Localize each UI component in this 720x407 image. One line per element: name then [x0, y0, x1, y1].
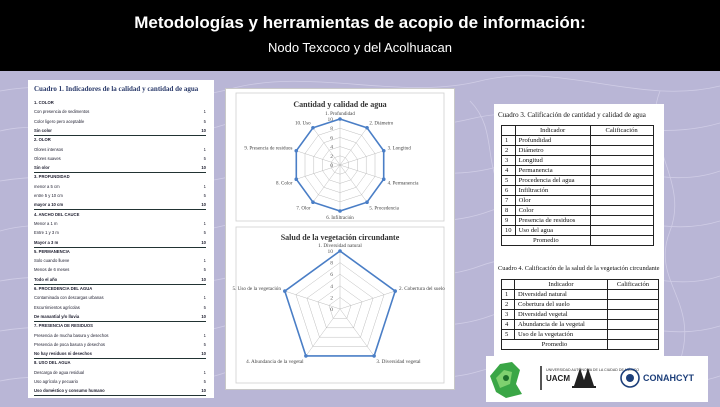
cuadro3-total-row	[502, 236, 654, 246]
radar1-spoke	[313, 128, 340, 165]
cuadro1-row	[34, 342, 206, 349]
cuadro3-row-indicator: Presencia de residuos	[515, 216, 590, 226]
cuadro4-row	[502, 310, 659, 320]
cuadro1-row-label: Mayor a 3 m	[34, 239, 59, 245]
cuadro3-row-indicator: Color	[515, 206, 590, 216]
cuadro4-table	[501, 279, 659, 350]
cuadro1-row	[34, 240, 206, 248]
cuadro1-row-label: Contaminada con descargas urbanas	[34, 295, 104, 301]
cuadro3-total-score[interactable]	[590, 236, 653, 246]
cuadro1-row	[34, 184, 206, 191]
cuadro1-row	[34, 202, 206, 210]
cuadro1-row-label: 1. COLOR	[34, 100, 54, 105]
radar1-spoke	[340, 165, 367, 202]
cuadro1-row	[34, 212, 206, 219]
cuadro1-row-label: 3. PROFUNDIDAD	[34, 174, 70, 180]
cuadro3-row-score[interactable]	[590, 196, 653, 206]
radar1-point	[365, 200, 369, 204]
cuadro4-row	[502, 330, 659, 340]
cuadro1-row-label: Entre 1 y 3 m	[34, 230, 59, 236]
cuadro3-row-indicator: Diámetro	[515, 146, 590, 156]
cuadro4-row	[502, 290, 659, 300]
cuadro1-title: Cuadro 1. Indicadores de la calidad y cantidad de agua	[34, 85, 199, 93]
cuadros-panel	[494, 104, 664, 362]
cuadro1-row-value: 5	[203, 193, 206, 198]
cuadro1-row	[34, 360, 206, 367]
cuadro1-row-label: Presencia de mucha basura y desechos	[34, 332, 109, 338]
cuadro1-row-label: Uso doméstico y consumo humano	[34, 388, 105, 394]
cuadro1-row-label: Color ligero pero aceptable	[34, 118, 85, 124]
cuadro1-row-label: Presencia de poca basura y desechos	[34, 341, 105, 347]
cuadro3-row	[502, 196, 654, 206]
cuadro1-row-label: Escurrimientos agrícolas	[34, 304, 80, 310]
cuadro1-row-label: 8. USO DEL AGUA	[34, 360, 71, 366]
radar2-tick-label: 4	[330, 283, 333, 290]
cuadro3-row-score[interactable]	[590, 156, 653, 166]
radar1-axis-label: 10. Uso	[295, 121, 311, 127]
cuadro3-row-indicator: Permanencia	[515, 166, 590, 176]
radar1-axis-label: 6. Infiltración	[326, 216, 354, 221]
cuadro1-row-value: 1	[203, 369, 206, 375]
cuadro1-row	[34, 174, 206, 181]
cuadro4-row-score[interactable]	[608, 320, 659, 330]
radar1-point	[382, 149, 386, 153]
cuadro4-row	[502, 320, 659, 330]
cuadro4-row-number: 3	[502, 310, 515, 320]
cuadro1-row-label: Solo cuando llueve	[34, 258, 70, 264]
cuadro4-row-score[interactable]	[608, 310, 659, 320]
cuadro1-row-label: Uso agrícola y pecuario	[34, 379, 78, 384]
cuadro1-row-value: 5	[203, 155, 206, 161]
cuadro1-row-value: 10	[201, 239, 206, 245]
radar1-tick-label: 10	[327, 117, 333, 123]
cuadro1-row	[34, 323, 206, 330]
cuadro1-row-label: 7. PRESENCIA DE RESIDUOS	[34, 323, 93, 329]
cuadro4-row-indicator: Abundancia de la vegetal	[515, 320, 608, 330]
cuadro1-row	[34, 314, 206, 322]
cuadro3-row	[502, 156, 654, 166]
radar2-tick-label: 8	[330, 260, 333, 267]
cuadro1-row	[34, 156, 206, 163]
cuadro3-row-score[interactable]	[590, 186, 653, 196]
radar1-axis-label: 2. Diámetro	[369, 121, 394, 127]
cuadro1-row-label: mayor a 10 cm	[34, 202, 64, 208]
cuadro3-row	[502, 146, 654, 156]
radar-charts-panel	[225, 88, 455, 390]
cuadro3-row-score[interactable]	[590, 166, 653, 176]
radar1-point	[382, 177, 386, 181]
cuadro1-row-value: 10	[201, 202, 206, 208]
radar2-point	[304, 354, 308, 358]
cuadro3-row	[502, 216, 654, 226]
cuadro3-row-indicator: Uso del agua	[515, 226, 590, 236]
cuadro4-row-number: 2	[502, 300, 515, 310]
cuadro4-total-row	[502, 340, 659, 350]
cuadro1-row-label: 5. PERMANENCIA	[34, 248, 70, 254]
cuadro4-row-indicator: Diversidad natural	[515, 290, 608, 300]
cuadro1-row	[34, 100, 206, 107]
cuadro1-row	[34, 193, 206, 200]
radar1-tick-label: 8	[330, 126, 333, 133]
radar1-spoke	[340, 128, 367, 165]
radar1-axis-label: 7. Olor	[296, 206, 311, 212]
cuadro1-row	[34, 286, 206, 293]
radar1-spoke	[313, 165, 340, 202]
cuadro4-row-indicator: Diversidad vegetal	[515, 310, 608, 320]
cuadro1-row-label: 6. PROCEDENCIA DEL AGUA	[34, 286, 93, 291]
cuadro1-row-label: Descarga de agua residual	[34, 369, 85, 375]
cuadro1-row-value: 5	[203, 230, 206, 236]
cuadro3-row-number: 2	[502, 146, 516, 156]
cuadro1-row-value: 10	[201, 127, 206, 133]
cuadro3-row-score[interactable]	[590, 146, 653, 156]
cuadro1-row-value: 1	[203, 146, 206, 152]
slide-title: Metodologías y herramientas de acopio de información:	[134, 13, 586, 32]
cuadro1-row	[34, 249, 206, 256]
cuadro3-row-number: 10	[502, 226, 516, 236]
cuadro1-row-label: menor a 5 cm	[34, 183, 60, 189]
cuadro3-row-indicator: Infiltración	[515, 186, 590, 196]
cuadro3-table	[501, 125, 654, 246]
cuadro3-row-number: 8	[502, 206, 516, 216]
cuadro1-row-label: Con presencia de sedimentos	[34, 109, 90, 115]
cuadro1-row	[34, 165, 206, 173]
radar2-axis-label: 3. Diversidad vegetal	[376, 359, 421, 366]
radar1-point	[311, 126, 315, 130]
cuadro1-row-value: 10	[201, 165, 206, 171]
radar1	[244, 112, 419, 221]
cuadro1-row	[34, 267, 206, 274]
cuadro1-row	[34, 295, 206, 302]
cuadro3-row-number: 4	[502, 166, 516, 176]
cuadro1-row-label: Sin color	[34, 127, 52, 133]
cuadro1-row-value: 5	[203, 379, 206, 384]
cuadro1-row-value: 1	[203, 258, 206, 264]
cuadro4-col-indicator: Indicador	[515, 280, 608, 290]
cuadro3-total-label: Promedio	[502, 236, 591, 246]
radar2-point	[393, 289, 397, 293]
radar2-spoke	[340, 291, 395, 309]
radar2-tick-label: 0	[330, 307, 333, 313]
slide-subtitle: Nodo Texcoco y del Acolhuacan	[267, 40, 453, 55]
radar1-axis-label: 9. Presencia de residuos	[244, 146, 293, 152]
radar1-point	[338, 209, 342, 213]
uacm-text: UNIVERSIDAD AUTÓNOMA DE LA CIUDAD DE MÉXICO	[546, 368, 640, 372]
cuadro3-row-indicator: Olor	[515, 196, 590, 206]
radar1-axis-label: 1. Profundidad	[325, 112, 355, 117]
cuadro1-row-value: 10	[201, 388, 206, 394]
cuadro1-row	[34, 109, 206, 116]
cuadro3-row-number: 1	[502, 136, 516, 146]
cuadro3-row-number: 7	[502, 196, 516, 206]
radar2-tick-label: 2	[330, 295, 333, 302]
cuadro1-row-value: 1	[203, 220, 206, 226]
radar-charts	[226, 89, 454, 389]
slide-header	[0, 0, 720, 71]
radar2	[232, 243, 445, 365]
cuadro1-row-label: 4. ANCHO DEL CAUCE	[34, 211, 80, 217]
cuadro3-row-score[interactable]	[590, 206, 653, 216]
cuadro1-row-label: Sin olor	[34, 165, 50, 171]
cuadro1-panel	[28, 80, 214, 398]
radar1-axis-label: 5. Procedencia	[369, 206, 399, 212]
cuadro4-row-number: 5	[502, 330, 515, 340]
radar1-tick-label: 2	[330, 153, 333, 160]
cuadro3-row	[502, 186, 654, 196]
cuadro3-row-number: 5	[502, 176, 516, 186]
cuadro1-row-value: 1	[203, 183, 206, 189]
radar1-spoke	[296, 151, 340, 165]
cuadro4-title: Cuadro 4. Calificación de la salud de la vegetación circundante	[498, 265, 660, 272]
cuadro3-row	[502, 166, 654, 176]
radar1-spoke	[340, 151, 384, 165]
cuadro3-row	[502, 136, 654, 146]
radar2-tick-label: 6	[330, 272, 333, 279]
cuadro4-col-score: Calificación	[608, 280, 659, 290]
cuadro1-row-label: Menos de 6 meses	[34, 267, 70, 273]
conahcyt-text: CONAHCYT	[643, 373, 694, 383]
logos-strip	[486, 356, 708, 402]
cuadro1-row	[34, 370, 206, 377]
cuadro4-total-label: Promedio	[502, 340, 608, 350]
radar2-tick-label: 10	[327, 249, 333, 255]
radar1-point	[294, 177, 298, 181]
radar1-axis-label: 3. Longitud	[387, 146, 411, 152]
cuadro1-row	[34, 137, 206, 144]
cuadro1-row	[34, 351, 206, 359]
radar1-tick-label: 0	[330, 163, 333, 169]
cuadro1-row-value: 10	[201, 351, 206, 357]
radar1-title: Cantidad y calidad de agua	[293, 100, 387, 109]
radar2-point	[283, 289, 287, 293]
cuadro1-row	[34, 258, 206, 265]
radar1-point	[338, 117, 342, 121]
radar1-point	[365, 126, 369, 130]
cuadro3-row	[502, 176, 654, 186]
radar2-axis-label: 4. Abundancia de la vegetal	[246, 359, 304, 366]
radar1-axis-label: 8. Color	[276, 181, 293, 187]
cuadro1-row	[34, 119, 206, 126]
cuadro1-row	[34, 147, 206, 154]
logos	[486, 356, 708, 402]
cuadro1-row-value: 1	[203, 109, 206, 115]
radar2-point	[372, 354, 376, 358]
cuadro4-row-score[interactable]	[608, 300, 659, 310]
cuadro4-row-number: 1	[502, 290, 515, 300]
cuadro4-total-score[interactable]	[608, 340, 659, 350]
svg-text:UACM: UACM	[546, 374, 570, 383]
cuadro1-row-label: 2. OLOR	[34, 137, 51, 143]
radar2-spoke	[306, 309, 340, 356]
cuadro1-row-label: entre 5 y 10 cm	[34, 193, 63, 198]
cuadro3-row-score[interactable]	[590, 226, 653, 236]
cuadro1-row	[34, 221, 206, 228]
cuadro3-row-number: 9	[502, 216, 516, 226]
cuadro3-row	[502, 226, 654, 236]
cuadro4-row	[502, 300, 659, 310]
cuadro3-row-score[interactable]	[590, 136, 653, 146]
cuadro3-row	[502, 206, 654, 216]
cuadro1-row-label: Todo el año	[34, 276, 58, 282]
cuadro1-row	[34, 230, 206, 237]
cuadro1-row-label: De manantial y/o lluvia	[34, 313, 80, 319]
cuadro3-row-number: 3	[502, 156, 516, 166]
cuadro3-row-score[interactable]	[590, 176, 653, 186]
cuadro3-row-number: 6	[502, 186, 516, 196]
cuadro1-row-value: 5	[203, 267, 206, 273]
cuadro1-row	[34, 277, 206, 285]
cuadro3-row-indicator: Profundidad	[515, 136, 590, 146]
cuadro4-row-score[interactable]	[608, 290, 659, 300]
cuadro4-row-indicator: Cobertura del suelo	[515, 300, 608, 310]
cuadro4-row-number: 4	[502, 320, 515, 330]
cuadro1-row-value: 10	[201, 313, 206, 319]
radar2-axis-label: 2. Cobertura del suelo	[399, 285, 445, 292]
cuadro1-row	[34, 388, 206, 396]
radar1-tick-label: 6	[330, 135, 333, 142]
cuadro1-row-value: 1	[203, 295, 206, 301]
nodo-map-logo	[490, 362, 522, 398]
cuadro1-row	[34, 333, 206, 340]
radar2-spoke	[340, 309, 374, 356]
cuadro3-row-score[interactable]	[590, 216, 653, 226]
radar1-spoke	[340, 165, 384, 179]
cuadro1-row-label: Olores suaves	[34, 155, 61, 161]
radar2-title: Salud de la vegetación circundante	[280, 233, 400, 242]
radar1-axis-label: 4. Permanencia	[387, 181, 419, 187]
cuadro1-row-label: No hay residuos ni desechos	[34, 351, 92, 357]
cuadro1-row	[34, 305, 206, 312]
radar1-spoke	[296, 165, 340, 179]
radar2-axis-label: 5. Uso de la vegetación	[232, 285, 281, 292]
cuadro3-col-score: Calificación	[590, 126, 653, 136]
cuadro4-row-indicator: Uso de la vegetación	[515, 330, 608, 340]
cuadro3-row-indicator: Longitud	[515, 156, 590, 166]
radar1-point	[294, 149, 298, 153]
cuadro1-row	[34, 128, 206, 136]
radar1-tick-label: 4	[330, 144, 333, 151]
radar1-point	[311, 200, 315, 204]
cuadro3-row-indicator: Procedencia del agua	[515, 176, 590, 186]
cuadro4-row-score[interactable]	[608, 330, 659, 340]
cuadro1-row	[34, 379, 206, 386]
cuadro1-row-value: 10	[201, 276, 206, 282]
cuadro3-col-indicator: Indicador	[515, 126, 590, 136]
cuadro3-title: Cuadro 3. Calificación de cantidad y calidad de agua	[498, 111, 646, 119]
cuadro1-row-value: 5	[203, 341, 206, 347]
radar2-axis-label: 1. Diversidad natural	[318, 243, 362, 249]
cuadro1-row-value: 5	[203, 304, 206, 310]
cuadro1-row-value: 1	[203, 332, 206, 338]
cuadro1-row-label: Menor a 1 m	[34, 220, 58, 226]
cuadro1-row-value: 5	[203, 118, 206, 124]
radar2-point	[338, 249, 342, 253]
cuadro1-row-label: Olores intensos	[34, 146, 64, 152]
